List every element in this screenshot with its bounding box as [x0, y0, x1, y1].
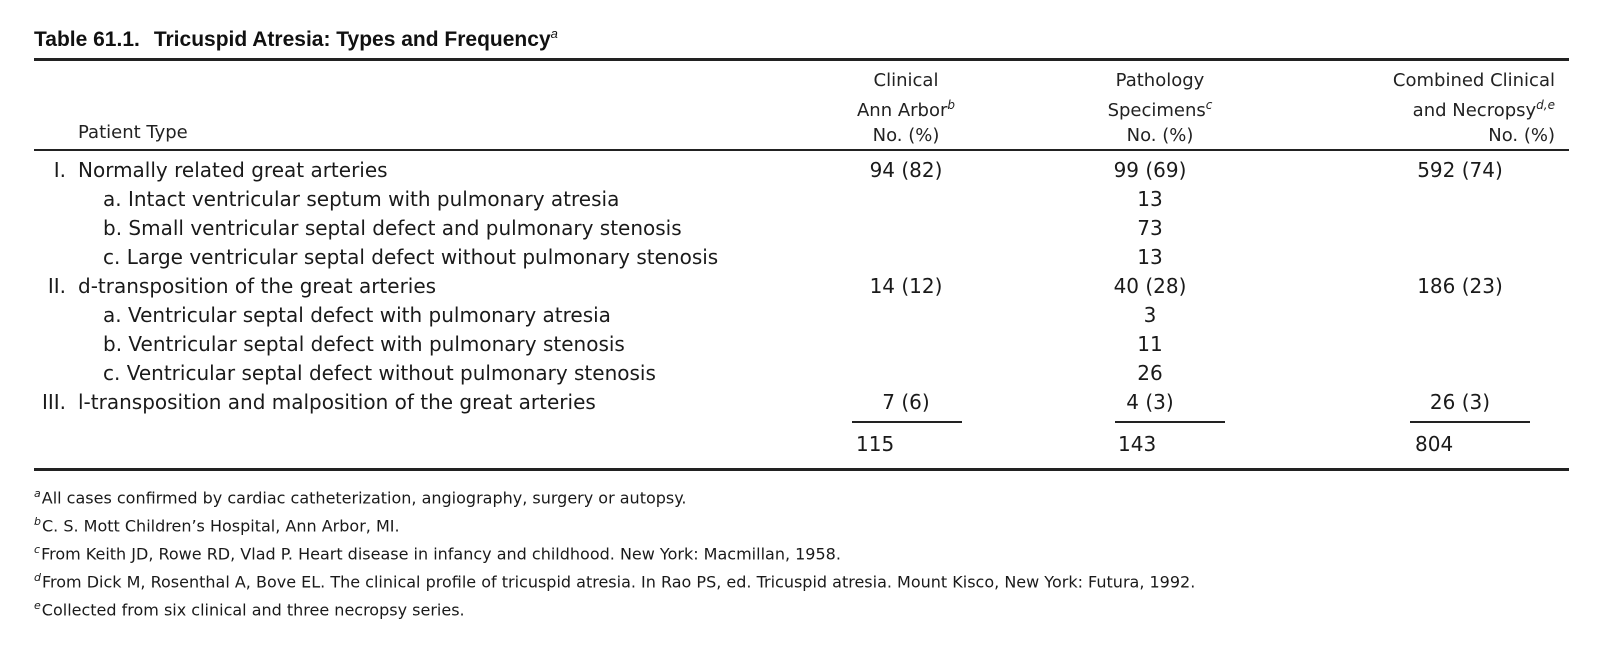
header-pathology-line2: Specimens — [1107, 100, 1206, 121]
cell-pathology: 3 — [1143, 303, 1157, 327]
row-numeral: II. — [47, 274, 66, 298]
footnote-text: All cases confirmed by cardiac catheterization, angiography, surgery or autopsy. — [41, 488, 687, 508]
header-combined-line3: No. (%) — [1488, 125, 1555, 146]
cell-pathology: 13 — [1137, 245, 1163, 269]
cell-pathology: 26 — [1137, 361, 1163, 385]
footnote-mark: a — [34, 487, 41, 500]
row-label: Normally related great arteries — [78, 158, 388, 182]
table-row — [0, 359, 1600, 388]
row-label: c. Ventricular septal defect without pulmonary stenosis — [103, 361, 656, 385]
header-pathology-line1: Pathology — [1115, 70, 1205, 91]
cell-pathology: 11 — [1137, 332, 1163, 356]
title-footnote-mark: a — [550, 26, 558, 41]
cell-combined: 592 (74) — [1417, 158, 1503, 182]
footnote-mark: e — [34, 599, 41, 612]
table-row — [0, 388, 1600, 417]
header-combined-sup: d,e — [1536, 98, 1555, 112]
cell-combined: 26 (3) — [1429, 390, 1491, 414]
table-row — [0, 272, 1600, 301]
table-row — [0, 330, 1600, 359]
header-pathology-line3: No. (%) — [1126, 125, 1194, 146]
header-rule — [34, 149, 1569, 151]
sum-line-clinical — [852, 421, 962, 423]
header-clinical-sup: b — [947, 98, 956, 112]
total-pathology: 143 — [1118, 432, 1157, 456]
footnote-text: Collected from six clinical and three necropsy series. — [41, 600, 465, 620]
sum-line-pathology — [1115, 421, 1225, 423]
header-pathology — [1090, 68, 1230, 148]
footnote-mark: c — [34, 543, 41, 556]
totals-row — [0, 430, 1600, 459]
footnote-text: C. S. Mott Children’s Hospital, Ann Arbor, MI. — [41, 516, 400, 536]
row-label: l-transposition and malposition of the great arteries — [78, 390, 596, 414]
cell-pathology: 99 (69) — [1113, 158, 1187, 182]
footnote-mark: d — [34, 571, 41, 584]
row-numeral: III. — [41, 390, 66, 414]
row-label: b. Ventricular septal defect with pulmonary stenosis — [103, 332, 625, 356]
total-clinical: 115 — [856, 432, 895, 456]
footnote-text: From Dick M, Rosenthal A, Bove EL. The clinical profile of tricuspid atresia. In Rao PS, ed. Tricuspid atresia. Mount Kisco, New York: Futura, 1992. — [41, 572, 1196, 592]
footnote-text: From Keith JD, Rowe RD, Vlad P. Heart disease in infancy and childhood. New York: Macmillan, 1958. — [41, 544, 841, 564]
cell-pathology: 4 (3) — [1126, 390, 1174, 414]
header-clinical-line3: No. (%) — [872, 125, 940, 146]
total-combined: 804 — [1415, 432, 1454, 456]
header-combined-line1: Combined Clinical — [1392, 70, 1555, 91]
cell-pathology: 40 (28) — [1113, 274, 1187, 298]
row-label: a. Intact ventricular septum with pulmonary atresia — [103, 187, 620, 211]
cell-clinical: 94 (82) — [869, 158, 943, 182]
table-title: Tricuspid Atresia: Types and Frequency — [153, 28, 551, 51]
table-row — [0, 156, 1600, 185]
table-row — [0, 214, 1600, 243]
table-number: Table 61.1. — [34, 28, 140, 51]
row-label: d-transposition of the great arteries — [78, 274, 437, 298]
header-combined-line2: and Necropsy — [1412, 100, 1537, 121]
table-row — [0, 185, 1600, 214]
row-label: b. Small ventricular septal defect and pulmonary stenosis — [103, 216, 682, 240]
header-pathology-sup: c — [1205, 98, 1213, 112]
table-row — [0, 243, 1600, 272]
row-numeral: I. — [53, 158, 66, 182]
table-caption — [34, 26, 558, 52]
bottom-rule — [34, 468, 1569, 471]
header-clinical-line2: Ann Arbor — [856, 100, 948, 121]
cell-pathology: 13 — [1137, 187, 1163, 211]
cell-clinical: 14 (12) — [869, 274, 943, 298]
cell-combined: 186 (23) — [1417, 274, 1503, 298]
header-patient-type: Patient Type — [78, 122, 188, 143]
cell-pathology: 73 — [1137, 216, 1163, 240]
row-label: c. Large ventricular septal defect without pulmonary stenosis — [103, 245, 719, 269]
footnote — [34, 540, 841, 564]
footnote-mark: b — [34, 515, 41, 528]
table-row — [0, 301, 1600, 330]
footnote — [34, 596, 465, 620]
footnote — [34, 484, 687, 508]
sum-line-combined — [1410, 421, 1530, 423]
row-label: a. Ventricular septal defect with pulmonary atresia — [103, 303, 611, 327]
footnote — [34, 568, 1195, 592]
header-clinical — [836, 68, 976, 148]
header-clinical-line1: Clinical — [873, 70, 939, 91]
footnote — [34, 512, 400, 536]
top-rule — [34, 58, 1569, 61]
cell-clinical: 7 (6) — [882, 390, 930, 414]
header-combined — [1365, 68, 1555, 148]
